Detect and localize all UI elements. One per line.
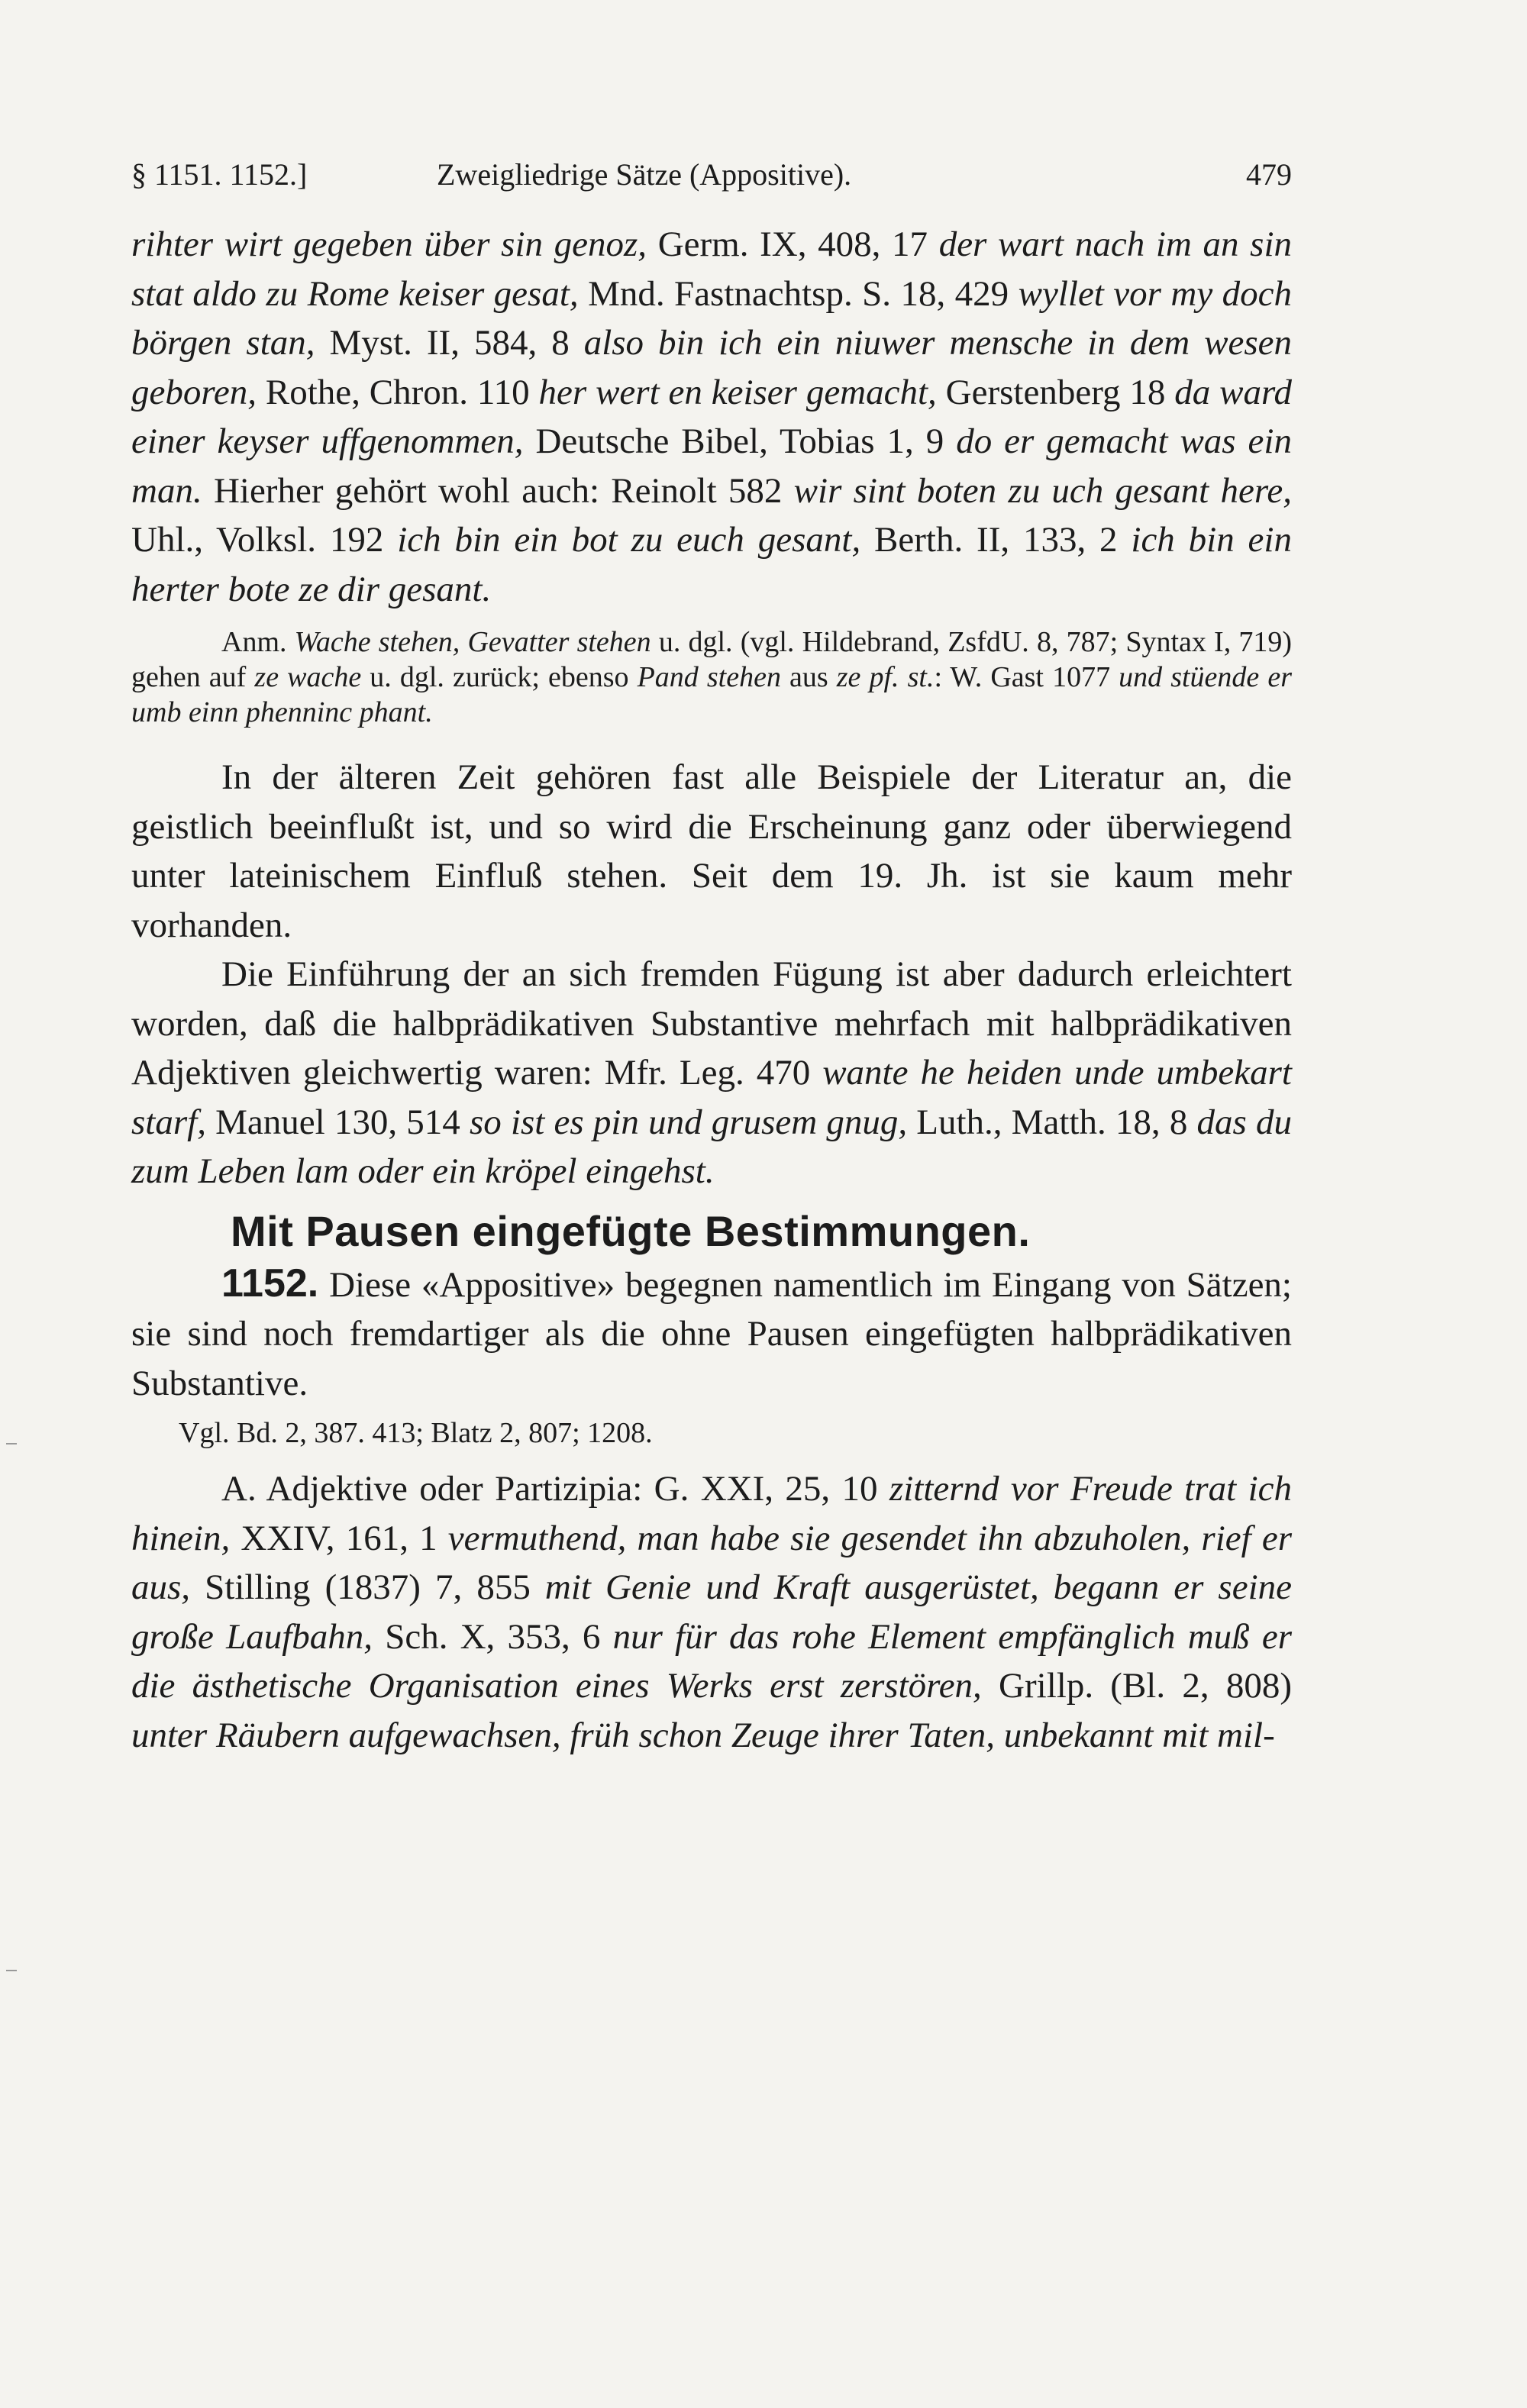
running-title: Zweigliedrige Sätze (Appositive). <box>437 157 852 192</box>
margin-mark <box>6 1970 17 1971</box>
citation: Mnd. Fastnachtsp. S. 18, 429 <box>578 273 1019 314</box>
example-quote: do er gemacht was ein man. <box>131 421 1292 511</box>
example-quote: her wert en keiser gemacht, <box>538 372 937 412</box>
citation: Hierher gehört wohl auch: Reinolt 582 <box>202 470 794 511</box>
example-quote: der wart nach im an sin stat aldo zu Rome keiser gesat, <box>131 224 1293 314</box>
page-body <box>131 220 1292 1760</box>
citation: Rothe, Chron. 110 <box>257 372 539 412</box>
reference-note: Vgl. Bd. 2, 387. 413; Blatz 2, 807; 1208. <box>179 1417 653 1449</box>
paragraph-literature: In der älteren Zeit gehören fast alle Beispiele der Literatur an, die geistlich beeinflußt ist, und so wird die Erscheinung ganz oder überwiegend unter lateinischem Einfluß stehen. Seit dem 19. Jh. ist sie kaum mehr vorhanden. <box>131 757 1292 945</box>
section-reference: § 1151. 1152.] <box>131 157 308 192</box>
example-quote: also bin ich ein niuwer mensche in dem wesen geboren, <box>131 323 1292 412</box>
example-quote: rihter wirt gegeben über sin genoz, <box>131 224 647 264</box>
citation: Germ. IX, 408, 17 <box>647 224 939 264</box>
example-quote: ich bin ein bot zu euch gesant, <box>397 520 861 560</box>
annotation-note: Anm. Wache stehen, Gevatter stehen u. dgl. (vgl. Hildebrand, ZsfdU. 8, 787; Syntax I, 719) gehen auf ze wache u. dgl. zurück; ebenso Pand stehen aus ze pf. st.: W. Gast 1077 und stüende er umb einn phenninc phant. <box>131 626 1293 728</box>
example-quote: wyllet vor my doch börgen stan, <box>131 273 1292 363</box>
running-header <box>131 157 1292 202</box>
example-quote: ich bin ein herter bote ze dir gesant. <box>131 520 1292 609</box>
citation: Uhl., Volksl. 192 <box>131 520 398 560</box>
citation: Myst. II, 584, 8 <box>315 323 584 363</box>
example-quote: wir sint boten zu uch gesant here, <box>793 470 1293 511</box>
citation: Berth. II, 133, 2 <box>860 520 1132 560</box>
paragraph-introduction: Die Einführung der an sich fremden Fügung ist aber dadurch erleichtert worden, daß die halbprädikativen Substantive mehrfach mit halbprädikativen Adjektiven gleichwertig waren: Mfr. Leg. 470 wante he heiden unde umbekart starf, Manuel 130, 514 so ist es pin und grusem gnug, Luth., Matth. 18, 8 das du zum Leben lam oder ein kröpel eingehst. <box>131 954 1292 1191</box>
paragraph-examples <box>131 220 1292 614</box>
page-number: 479 <box>1246 157 1292 192</box>
section-heading: Mit Pausen eingefügte Bestimmungen. <box>231 1206 1031 1255</box>
paragraph-adjectives: A. Adjektive oder Partizipia: G. XXI, 25, 10 zitternd vor Freude trat ich hinein, XXIV, 161, 1 vermuthend, man habe sie gesendet ihn abzuholen, rief er aus, Stilling (1837) 7, 855 mit Genie und Kraft ausgerüstet, begann er seine große Laufbahn, Sch. X, 353, 6 nur für das rohe Element empfänglich muß er die ästhetische Organisation eines Werks erst zerstören, Grillp. (Bl. 2, 808) unter Räubern aufgewachsen, früh schon Zeuge ihrer Taten, unbekannt mit mil- <box>131 1469 1293 1755</box>
section-1152: 1152. Diese «Appositive» begegnen namentlich im Eingang von Sätzen; sie sind noch fremdartiger als die ohne Pausen eingefügten halbprädikativen Substantive. <box>131 1260 1292 1403</box>
citation: Deutsche Bibel, Tobias 1, 9 <box>523 421 957 461</box>
margin-mark <box>6 1443 17 1444</box>
example-quote: da ward einer keyser uffgenommen, <box>131 372 1292 461</box>
citation: Gerstenberg 18 <box>936 372 1175 412</box>
section-number: 1152. <box>221 1260 319 1306</box>
